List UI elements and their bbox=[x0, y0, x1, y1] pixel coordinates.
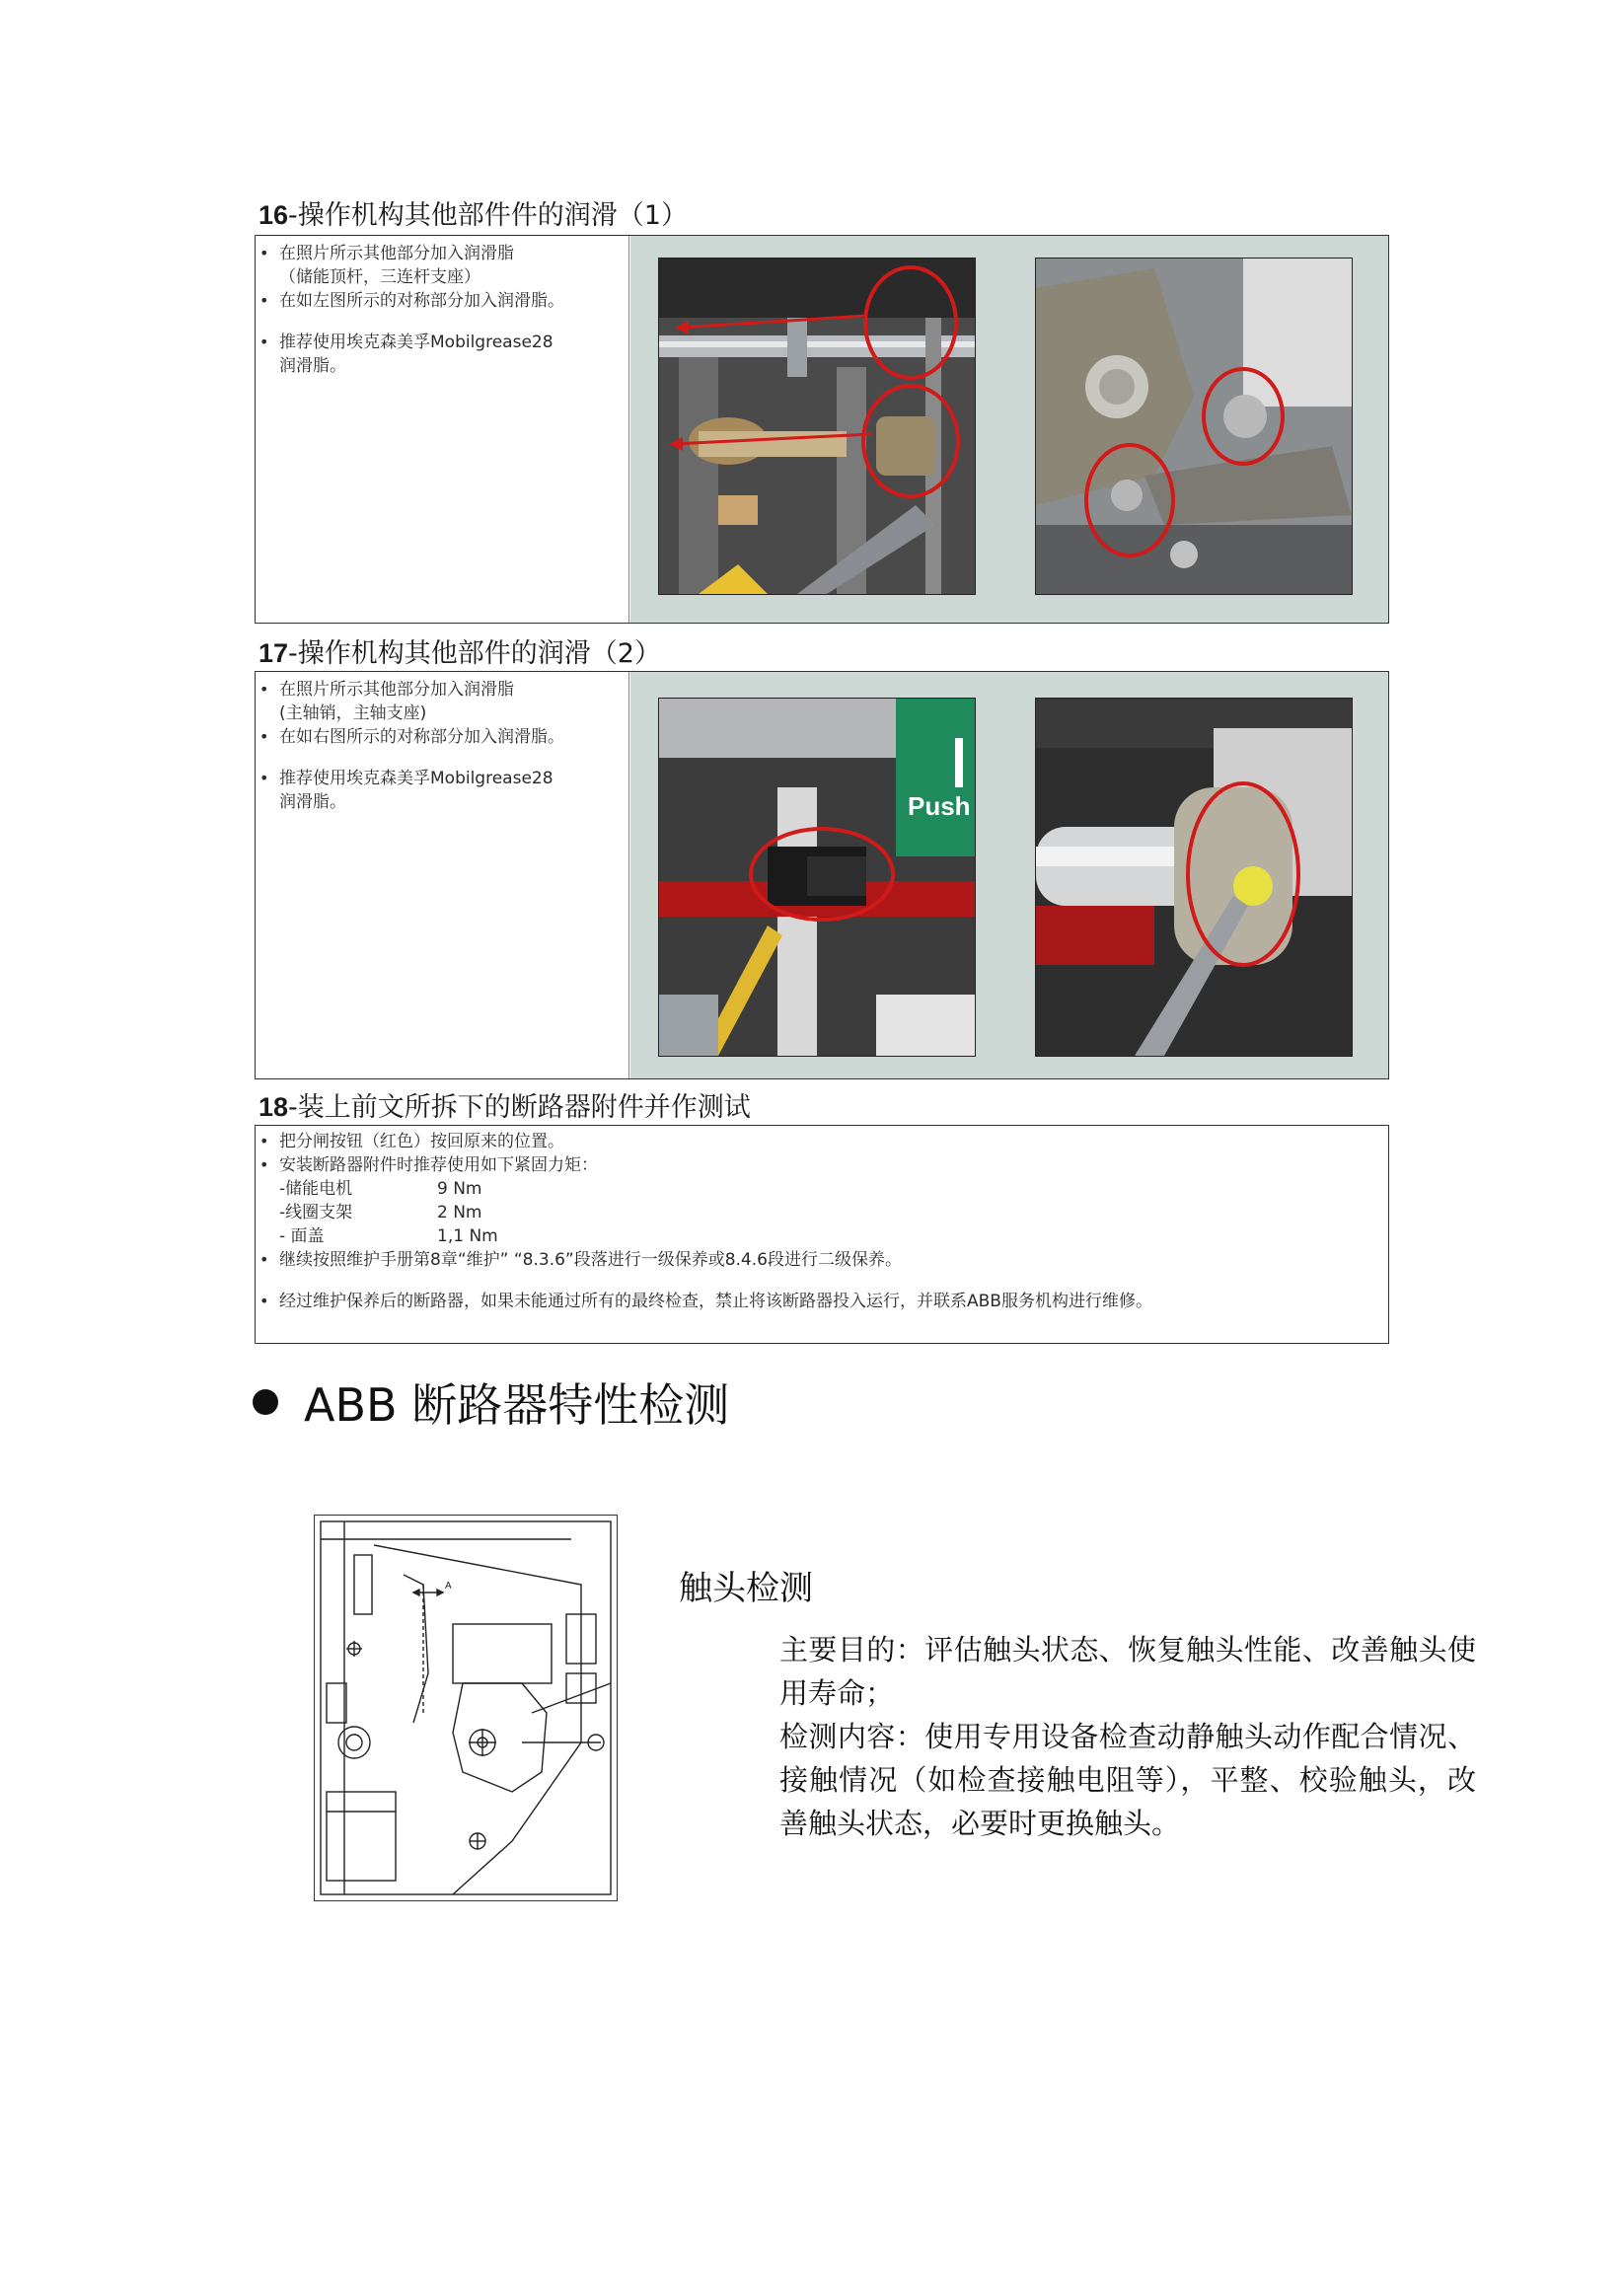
list-item: • 在照片所示其他部分加入润滑脂 （储能顶杆，三连杆支座） bbox=[256, 242, 628, 289]
section-17-photos bbox=[630, 672, 1388, 1078]
section-16-title bbox=[258, 193, 688, 232]
main-heading bbox=[253, 1370, 729, 1435]
contact-body bbox=[779, 1628, 1476, 1845]
section-17-text bbox=[256, 672, 629, 1078]
torque-row: - 面盖 1,1 Nm bbox=[279, 1226, 498, 1246]
list-item: • 在如左图所示的对称部分加入润滑脂。 bbox=[256, 289, 628, 313]
section-16-text bbox=[256, 236, 629, 623]
section-18-box bbox=[255, 1125, 1389, 1344]
section-17-title bbox=[258, 631, 661, 670]
section-number: 17 bbox=[258, 638, 289, 668]
section-number: 16 bbox=[258, 200, 289, 230]
section-16-photos bbox=[630, 236, 1388, 623]
section-title-text: -操作机构其他部件的润滑（2） bbox=[288, 638, 661, 669]
shaft-photo-left bbox=[658, 698, 976, 1057]
list-item: • 推荐使用埃克森美孚Mobilgrease28 润滑脂。 bbox=[256, 331, 628, 378]
mechanism-photo-right bbox=[1035, 258, 1353, 595]
contact-diagram bbox=[314, 1515, 618, 1901]
push-label: Push bbox=[908, 791, 971, 821]
section-16-box bbox=[255, 235, 1389, 624]
shaft-photo-right bbox=[1035, 698, 1353, 1057]
dimension-label: A bbox=[445, 1581, 452, 1592]
list-item: • 继续按照维护手册第8章“维护” “8.3.6”段落进行一级保养或8.4.6段进行二级保养。 bbox=[256, 1248, 1388, 1272]
section-number: 18 bbox=[258, 1092, 289, 1122]
list-item: • 安装断路器附件时推荐使用如下紧固力矩： -储能电机 9 Nm -线圈支架 2 Nm - 面盖 1,1 Nm bbox=[256, 1153, 1388, 1248]
list-item: • 在如右图所示的对称部分加入润滑脂。 bbox=[256, 725, 628, 749]
contact-purpose: 主要目的：评估触头状态、恢复触头性能、改善触头使用寿命； bbox=[779, 1633, 1476, 1710]
section-title-text: -装上前文所拆下的断路器附件并作测试 bbox=[288, 1092, 751, 1123]
list-item: • 经过维护保养后的断路器，如果未能通过所有的最终检查，禁止将该断路器投入运行，并联系ABB服务机构进行维修。 bbox=[256, 1290, 1388, 1313]
section-18-title bbox=[258, 1085, 751, 1124]
contact-title: 触头检测 bbox=[679, 1569, 813, 1608]
torque-row: -储能电机 9 Nm bbox=[279, 1179, 482, 1199]
torque-row: -线圈支架 2 Nm bbox=[279, 1203, 482, 1222]
contact-content: 检测内容：使用专用设备检查动静触头动作配合情况、接触情况（如检查接触电阻等），平整、校验触头，改善触头状态，必要时更换触头。 bbox=[779, 1720, 1476, 1840]
list-item: • 把分闸按钮（红色）按回原来的位置。 bbox=[256, 1130, 1388, 1153]
section-17-box bbox=[255, 671, 1389, 1079]
bullet-dot-icon bbox=[253, 1389, 278, 1415]
list-item: • 在照片所示其他部分加入润滑脂 (主轴销，主轴支座) bbox=[256, 678, 628, 725]
mechanism-photo-left bbox=[658, 258, 976, 595]
heading-text: ABB 断路器特性检测 bbox=[304, 1378, 730, 1432]
section-title-text: -操作机构其他部件件的润滑（1） bbox=[288, 200, 688, 231]
list-item: • 推荐使用埃克森美孚Mobilgrease28 润滑脂。 bbox=[256, 767, 628, 814]
